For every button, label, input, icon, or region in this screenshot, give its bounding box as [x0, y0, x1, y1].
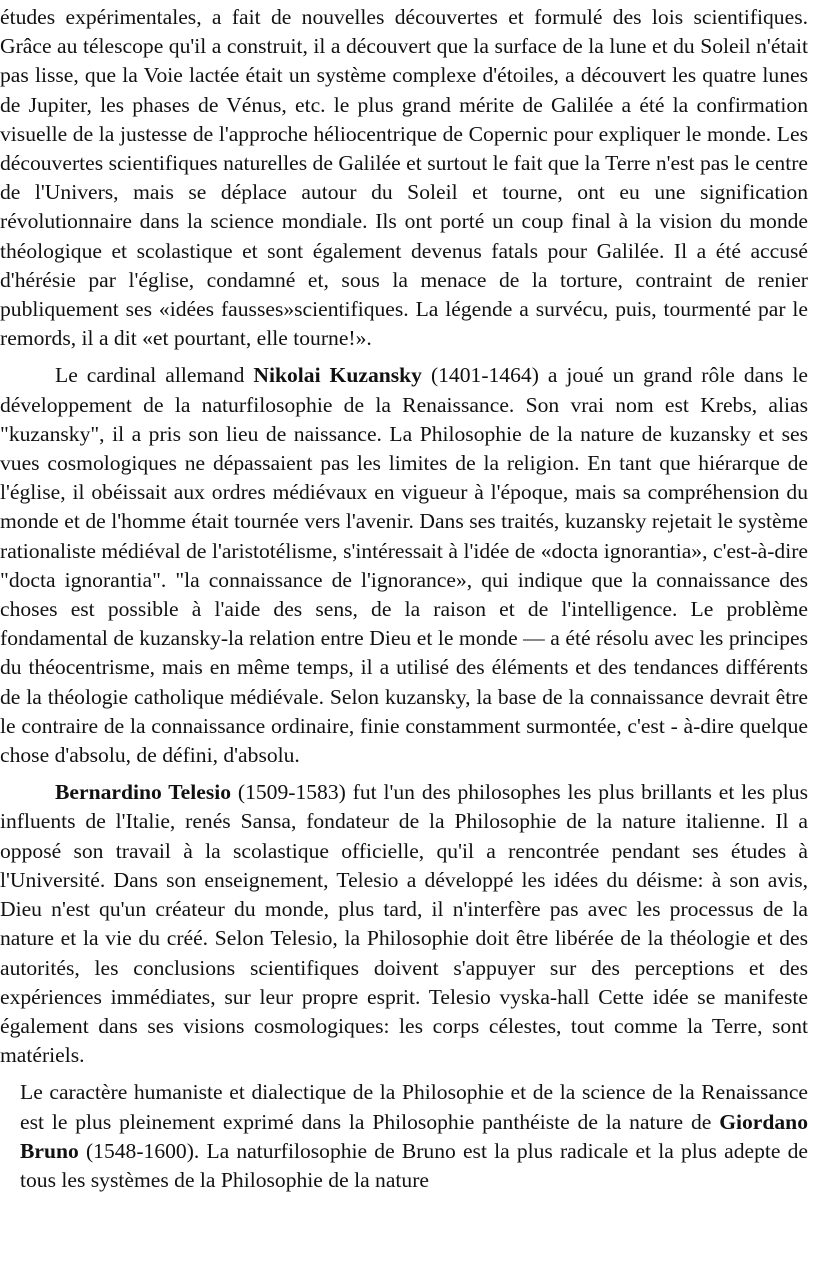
paragraph-telesio: [0, 778, 808, 1070]
name-telesio: Bernardino Telesio: [55, 780, 232, 805]
paragraph-text-lead: Le cardinal allemand: [55, 363, 254, 388]
paragraph-text-lead: Le caractère humaniste et dialectique de la Philosophie et de la science de la Renaissance est le plus pleinement exprimé dans la Philosophie panthéiste de la nature de: [20, 1080, 808, 1134]
paragraph-text-body: (1509-1583) fut l'un des philosophes les plus brillants et les plus influents de l'Italie, renés Sansa, fondateur de la Philosophie de la nature italienne. Il a opposé son travail à la scolastique officielle, qu'il a rencontrée pendant ses études à l'Université. Dans son enseignement, Telesio a développé les idées du déisme: à son avis, Dieu n'est qu'un créateur du monde, plus tard, il n'interfère pas avec les processus de la nature et la vie du créé. Selon Telesio, la Philosophie doit être libérée de la théologie et des autorités, les conclusions scientifiques doivent s'appuyer sur des perceptions et des expériences immédiates, sur leur propre esprit. Telesio vyska-hall Cette idée se manifeste également dans ses visions cosmologiques: les corps célestes, tout comme la Terre, sont matériels.: [0, 780, 808, 1068]
paragraph-galileo: [0, 3, 808, 353]
paragraph-kuzansky: [0, 361, 808, 770]
paragraph-text: études expérimentales, a fait de nouvelles découvertes et formulé des lois scientifiques. Grâce au télescope qu'il a construit, il a découvert que la surface de la lune et du Soleil n'était pas lisse, que la Voie lactée était un système complexe d'étoiles, a découvert les quatre lunes de Jupiter, les phases de Vénus, etc. le plus grand mérite de Galilée a été la confirmation visuelle de la justesse de l'approche héliocentrique de Copernic pour expliquer le monde. Les découvertes scientifiques naturelles de Galilée et surtout le fait que la Terre n'est pas le centre de l'Univers, mais se déplace autour du Soleil et tourne, ont eu une signification révolutionnaire dans la science mondiale. Ils ont porté un coup final à la vision du monde théologique et scolastique et sont également devenus fatals pour Galilée. Il a été accusé d'hérésie par l'église, condamné et, sous la menace de la torture, contraint de renier publiquement ses «idées fausses»scientifiques. La légende a survécu, puis, tourmenté par le remords, il a dit «et pourtant, elle tourne!».: [0, 5, 808, 351]
paragraph-bruno: [0, 1078, 808, 1195]
paragraph-text-body: (1401-1464) a joué un grand rôle dans le développement de la naturfilosophie de la Renaissance. Son vrai nom est Krebs, alias "kuzansky", il a pris son lieu de naissance. La Philosophie de la nature de kuzansky et ses vues cosmologiques ne dépassaient pas les limites de la religion. En tant que hiérarque de l'église, il obéissait aux ordres médiévaux en vigueur à l'époque, mais sa compréhension du monde et de l'homme était tournée vers l'avenir. Dans ses traités, kuzansky rejetait le système rationaliste médiéval de l'aristotélisme, s'intéressait à l'idée de «docta ignorantia», c'est-à-dire "docta ignorantia". "la connaissance de l'ignorance», qui indique que la connaissance des choses est possible à l'aide des sens, de la raison et de l'intelligence. Le problème fondamental de kuzansky-la relation entre Dieu et le monde — a été résolu avec les principes du théocentrisme, mais en même temps, il a utilisé des éléments et des tendances différents de la théologie catholique médiévale. Selon kuzansky, la base de la connaissance devrait être le contraire de la connaissance ordinaire, finie constamment surmontée, c'est - à-dire quelque chose d'absolu, de défini, d'absolu.: [0, 363, 808, 768]
name-kuzansky: Nikolai Kuzansky: [253, 363, 422, 388]
name-bruno: Giordano Bruno: [20, 1109, 808, 1163]
paragraph-text-body: (1548-1600). La naturfilosophie de Bruno est la plus radicale et la plus adepte de tous les systèmes de la Philosophie de la nature: [20, 1138, 808, 1192]
